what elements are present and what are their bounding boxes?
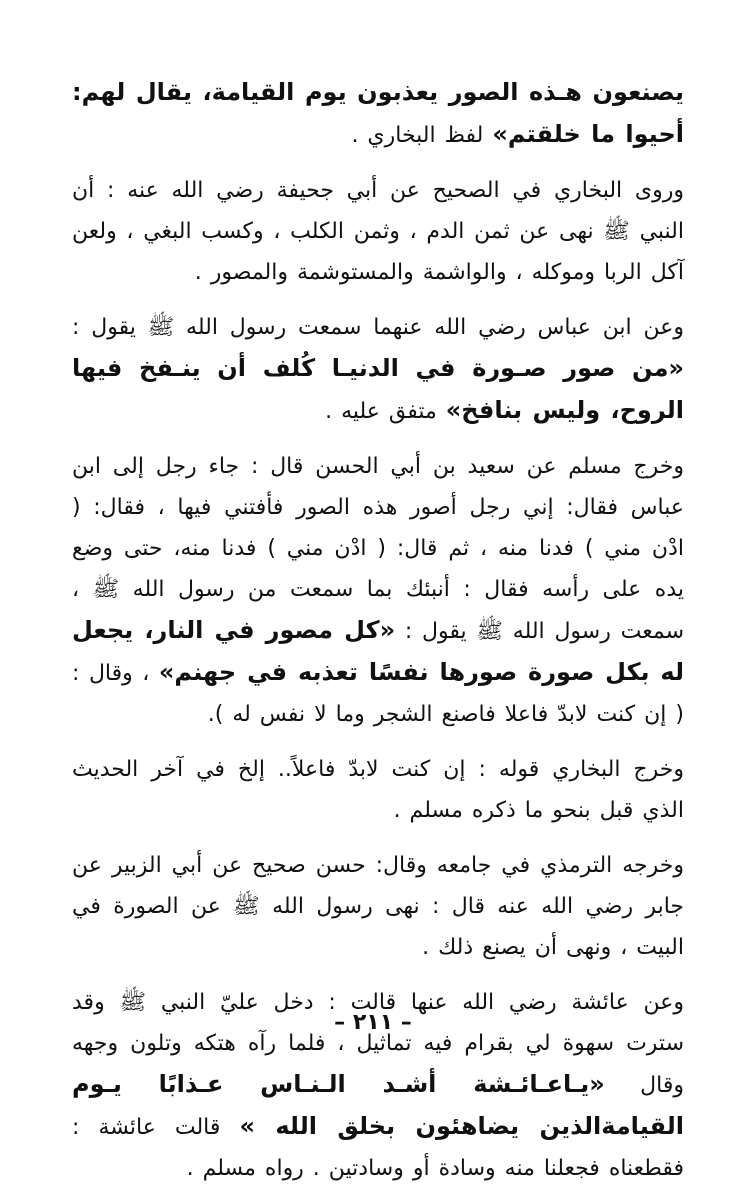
paragraph-text: وعن ابن عباس رضي الله عنهما سمعت رسول الله ﷺ يقول : xyxy=(72,315,684,340)
paragraph-6 xyxy=(72,845,684,968)
paragraph-1 xyxy=(72,72,684,156)
paragraph-text: وخرجه الترمذي في جامعه وقال: حسن صحيح عن أبي الزبير عن جابر رضي الله عنه قال : نهى رسول الله ﷺ عن الصورة في البيت ، ونهى أن يصنع ذلك . xyxy=(72,853,684,960)
paragraph-5 xyxy=(72,749,684,831)
hadith-quote: «يـاعـائـشة أشـد الـنـاس عـذابًا يـوم القيامةالذين يضاهئون بخلق الله » xyxy=(72,1070,684,1140)
paragraph-text: وخرج البخاري قوله : إن كنت لابدّ فاعلاً.. إلخ في آخر الحديث الذي قبل بنحو ما ذكره مسلم . xyxy=(72,757,684,823)
paragraph-text: ، وقال : ( إن كنت لابدّ فاعلا فاصنع الشجر وما لا نفس له ). xyxy=(72,661,684,727)
hadith-quote: يصنعون هـذه الصور يعذبون يوم القيامة، يقال لهم: أحيوا ما خلقتم» xyxy=(72,78,684,148)
paragraph-3 xyxy=(72,307,684,432)
paragraph-text: لفظ البخاري . xyxy=(351,123,493,148)
paragraph-text: وخرج مسلم عن سعيد بن أبي الحسن قال : جاء رجل إلى ابن عباس فقال: إني رجل أصور هذه الصور فأفتني فيها ، فقال: ( ادْن مني ) فدنا منه ، ثم قال: ( ادْن مني ) فدنا منه، حتى وضع يده على رأسه فقال : أنبئك بما سمعت من رسول الله ﷺ ، سمعت رسول الله ﷺ يقول : xyxy=(72,454,685,644)
paragraph-text: متفق عليه . xyxy=(325,399,446,424)
paragraph-text: قالت عائشة : فقطعناه فجعلنا منه وسادة أو وسادتين . رواه مسلم . xyxy=(72,1115,684,1181)
paragraph-text: وعن عائشة رضي الله عنها قالت : دخل عليّ النبي ﷺ وقد سترت سهوة لي بقرام فيه تماثيل ، فلما رآه هتكه وتلون وجهه وقال xyxy=(72,990,684,1098)
paragraph-2 xyxy=(72,170,684,293)
paragraph-text: وروى البخاري في الصحيح عن أبي جحيفة رضي الله عنه : أن النبي ﷺ نهى عن ثمن الدم ، وثمن الكلب ، وكسب البغي ، ولعن آكل الربا وموكله ، والواشمة والمستوشمة والمصور . xyxy=(72,178,684,285)
page-number: – ٢١١ – xyxy=(334,1010,412,1035)
hadith-quote: «كل مصور في النار، يجعل له بكل صورة صورها نفسًا تعذبه في جهنم» xyxy=(72,616,684,686)
paragraph-4 xyxy=(72,446,684,735)
hadith-quote: «من صور صـورة في الدنيـا كُلف أن ينـفخ فيها الروح، وليس بنافخ» xyxy=(72,354,684,424)
